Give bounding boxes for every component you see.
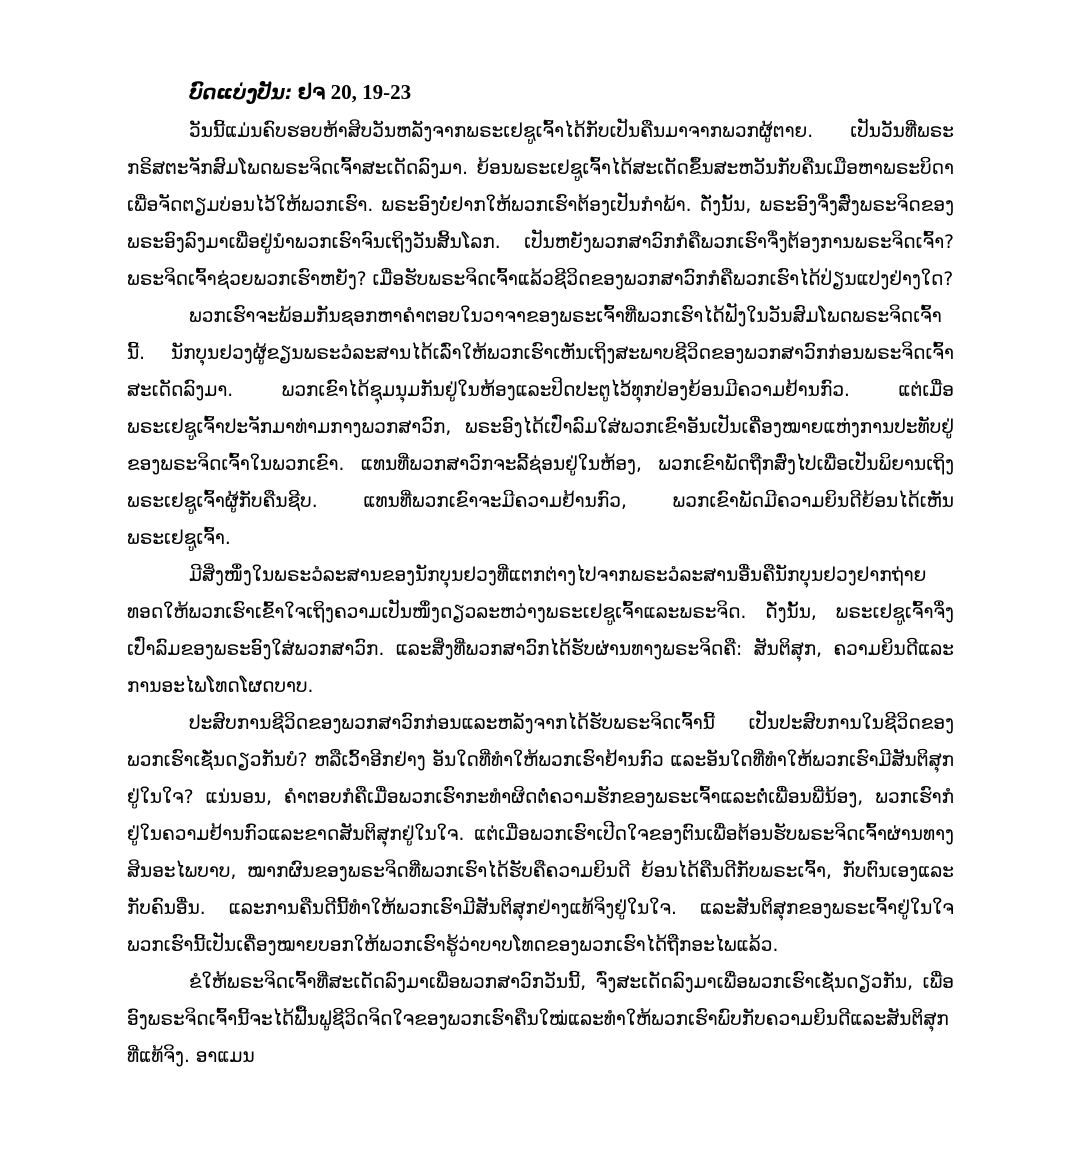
document-page [127,72,954,1152]
paragraph-5: ຂໍໃຫ້ພຣະຈິດເຈົ້າທີ່ສະເດັດລົງມາເພື່ອພວກສາວົກວັນນີ້, ຈົ່ງສະເດັດລົງມາເພື່ອພວກເຮົາເຊັ່ນດຽວກັນ, ເພື່ອອົງພຣະຈິດເຈົ້ານີ້ຈະໄດ້ຟື້ນຟູຊີວິດຈິດໃຈຂອງພວກເຮົາຄືນໃໝ່ແລະທຳໃຫ້ພວກເຮົາພົບກັບຄວາມຍິນດີແລະສັນຕິສຸກທີ່ແທ້ຈິງ. ອາແມນ [127,972,954,1067]
paragraph-3: ມີສິ່ງໜຶ່ງໃນພຣະວໍລະສານຂອງນັກບຸນຢວງທີ່ແຕກຕ່າງໄປຈາກພຣະວໍລະສານອື່ນຄືນັກບຸນຢວງຢາກຖ່າຍທອດໃຫ້ພວກເຮົາເຂົ້າໃຈເຖິງຄວາມເປັນໜຶ່ງດຽວລະຫວ່າງພຣະເຢຊູເຈົ້າແລະພຣະຈິດ. ດັ່ງນັ້ນ, ພຣະເຢຊູເຈົ້າຈຶ່ງເປົ່າລົມຂອງພຣະອົງໃສ່ພວກສາວົກ. ແລະສິ່ງທີ່ພວກສາວົກໄດ້ຮັບຜ່ານທາງພຣະຈິດຄື: ສັນຕິສຸກ, ຄວາມຍິນດີແລະການອະໄພໂທດໂຜດບາບ. [127,565,954,697]
paragraph-2: ພວກເຮົາຈະພ້ອມກັນຊອກຫາຄຳຕອບໃນວາຈາຂອງພຣະເຈົ້າທີ່ພວກເຮົາໄດ້ຟັງໃນວັນສົມໂພດພຣະຈິດເຈົ້ານີ້. ນັກບຸນຢວງຜູ້ຂຽນພຣະວໍລະສານໄດ້ເລົ່າໃຫ້ພວກເຮົາເຫັນເຖິງສະພາບຊີວິດຂອງພວກສາວົກກ່ອນພຣະຈິດເຈົ້າສະເດັດລົງມາ. ພວກເຂົາໄດ້ຊຸມນຸມກັນຢູ່ໃນຫ້ອງແລະປິດປະຕູໄວ້ທຸກປ່ອງຍ້ອນມີຄວາມຢ້ານກົວ. ແຕ່ເມື່ອພຣະເຢຊູເຈົ້າປະຈັກມາທ່າມກາງພວກສາວົກ, ພຣະອົງໄດ້ເປົ່າລົມໃສ່ພວກເຂົາອັນເປັນເຄື່ອງໝາຍແຫ່ງການປະທັບຢູ່ຂອງພຣະຈິດເຈົ້າໃນພວກເຂົາ. ແທນທີ່ພວກສາວົກຈະລີ້ຊ່ອນຢູ່ໃນຫ້ອງ, ພວກເຂົາພັດຖືກສົ່ງໄປເພື່ອເປັນພິຍານເຖິງພຣະເຢຊູເຈົ້າຜູ້ກັບຄືນຊີບ. ແທນທີ່ພວກເຂົາຈະມີຄວາມຢ້ານກົວ, ພວກເຂົາພັດມີຄວາມຍິນດີຍ້ອນໄດ້ເຫັນພຣະເຢຊູເຈົ້າ. [127,306,954,549]
heading-label: ບົດແບ່ງປັນ: [189,82,293,104]
scripture-reference: ຢຈ 20, 19-23 [292,80,412,104]
paragraph-4: ປະສົບການຊີວິດຂອງພວກສາວົກກ່ອນແລະຫລັງຈາກໄດ້ຮັບພຣະຈິດເຈົ້ານີ້ ເປັນປະສົບການໃນຊີວິດຂອງພວກເຮົາເຊັ່ນດຽວກັນບໍ? ຫລືເວົ້າອີກຢ່າງ ອັນໃດທີ່ທຳໃຫ້ພວກເຮົາຢ້ານກົວ ແລະອັນໃດທີ່ທຳໃຫ້ພວກເຮົາມີສັນຕິສຸກຢູ່ໃນໃຈ? ແນ່ນອນ, ຄຳຕອບກໍຄືເມື່ອພວກເຮົາກະທຳຜິດຕໍ່ຄວາມຮັກຂອງພຣະເຈົ້າແລະຕໍ່ເພື່ອນພີ່ນ້ອງ, ພວກເຮົາກໍຢູ່ໃນຄວາມຢ້ານກົວແລະຂາດສັນຕິສຸກຢູ່ໃນໃຈ. ແຕ່ເມື່ອພວກເຮົາເປີດໃຈຂອງຕົນເພື່ອຕ້ອນຮັບພຣະຈິດເຈົ້າຜ່ານທາງສິນອະໄພບາບ, ໝາກຜົນຂອງພຣະຈິດທີ່ພວກເຮົາໄດ້ຮັບຄືຄວາມຍິນດີ ຍ້ອນໄດ້ຄືນດີກັບພຣະເຈົ້າ, ກັບຕົນເອງແລະກັບຄົນອື່ນ. ແລະການຄືນດີນີ້ທຳໃຫ້ພວກເຮົາມີສັນຕິສຸກຢ່າງແທ້ຈິງຢູ່ໃນໃຈ. ແລະສັນຕິສຸກຂອງພຣະເຈົ້າຢູ່ໃນໃຈພວກເຮົານີ້ເປັນເຄື່ອງໝາຍບອກໃຫ້ພວກເຮົາຮູ້ວ່າບາບໂທດຂອງພວກເຮົາໄດ້ຖືກອະໄພແລ້ວ. [127,713,954,956]
paragraph-1: ວັນນີ້ແມ່ນຄົບຮອບຫ້າສິບວັນຫລັງຈາກພຣະເຢຊູເຈົ້າໄດ້ກັບເປັນຄືນມາຈາກພວກຜູ້ຕາຍ. ເປັນວັນທີ່ພຣະກຣິສຕະຈັກສົມໂພດພຣະຈິດເຈົ້າສະເດັດລົງມາ. ຍ້ອນພຣະເຢຊູເຈົ້າໄດ້ສະເດັດຂຶ້ນສະຫວັນກັບຄືນເມືອຫາພຣະບິດາເພື່ອຈັດຕຽມບ່ອນໄວ້ໃຫ້ພວກເຮົາ. ພຣະອົງບໍ່ຢາກໃຫ້ພວກເຮົາຕ້ອງເປັນກຳພ້າ. ດັ່ງນັ້ນ, ພຣະອົງຈຶ່ງສົ່ງພຣະຈິດຂອງພຣະອົງລົງມາເພື່ອຢູ່ນຳພວກເຮົາຈົນເຖິງວັນສິ້ນໂລກ. ເປັນຫຍັງພວກສາວົກກໍຄືພວກເຮົາຈຶ່ງຕ້ອງການພຣະຈິດເຈົ້າ? ພຣະຈິດເຈົ້າຊ່ວຍພວກເຮົາຫຍັງ? ເມື່ອຮັບພຣະຈິດເຈົ້າແລ້ວຊີວິດຂອງພວກສາວົກກໍຄືພວກເຮົາໄດ້ປ່ຽນແປງຢ່າງໃດ? [127,121,954,290]
reflection-heading [189,72,954,113]
